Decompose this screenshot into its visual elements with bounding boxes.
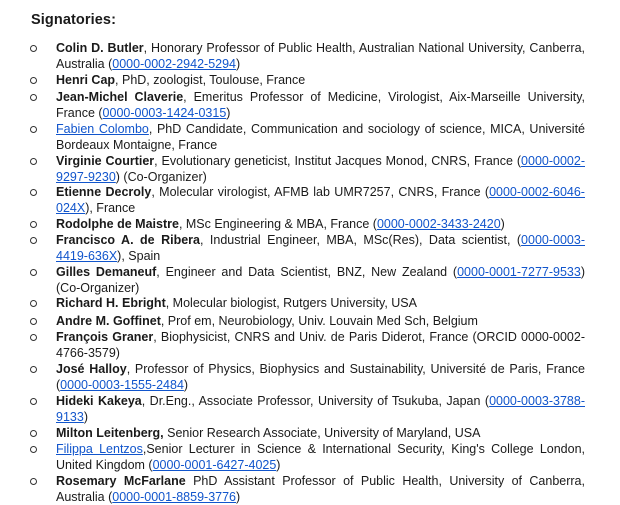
bullet-icon: [30, 300, 37, 307]
bullet-icon: [30, 45, 37, 52]
signatory-name-link[interactable]: Filippa Lentzos: [56, 442, 143, 456]
signatory-details: , Molecular virologist, AFMB lab UMR7257, CNRS, France (: [151, 185, 490, 199]
signatory-name: Francisco A. de Ribera: [56, 233, 200, 247]
bullet-icon: [30, 318, 37, 325]
signatory-name: José Halloy: [56, 362, 127, 376]
signatory-name: Etienne Decroly: [56, 185, 152, 199]
signatory-details: , Engineer and Data Scientist, BNZ, New Zealand (: [156, 265, 458, 279]
signatory-tail: ), Spain: [117, 248, 161, 263]
signatory-name: Rosemary McFarlane: [56, 474, 186, 488]
signatory-name: Gilles Demaneuf: [56, 265, 157, 279]
signatory-name: Rodolphe de Maistre: [56, 217, 179, 231]
signatory-details: , Dr.Eng., Associate Professor, University of Tsukuba, Japan (: [141, 394, 490, 408]
signatory-details: , Molecular biologist, Rutgers University, USA: [165, 296, 417, 310]
orcid-link[interactable]: 0000-0001-8859-3776: [112, 489, 236, 504]
bullet-icon: [30, 334, 37, 341]
signatory-details: , Evolutionary geneticist, Institut Jacques Monod, CNRS, France (: [154, 154, 522, 168]
signatory-name: François Graner: [56, 330, 154, 344]
signatory-name: Virginie Courtier: [56, 154, 155, 168]
signatory-details: , PhD, zoologist, Toulouse, France: [115, 73, 306, 87]
signatory-tail: ): [276, 457, 281, 472]
signatory-details: , Biophysicist, CNRS and Univ. de Paris Diderot, France (ORCID 0000-0002-4766-3579): [56, 330, 585, 360]
signatory-tail: ) (Co-Organizer): [115, 169, 207, 184]
orcid-link[interactable]: 0000-0002-9297-9230: [56, 154, 585, 184]
bullet-icon: [30, 221, 37, 228]
bullet-icon: [30, 398, 37, 405]
bullet-icon: [30, 366, 37, 373]
signatory-name: Andre M. Goffinet: [56, 314, 161, 328]
signatory-details: , Honorary Professor of Public Health, Australian National University, Canberra, Australia (: [56, 41, 585, 71]
signatory-tail: ): [236, 56, 241, 71]
signatory-name: Milton Leitenberg,: [56, 426, 164, 440]
signatories-heading: Signatories:: [31, 12, 116, 28]
signatory-details: , MSc Engineering & MBA, France (: [178, 217, 377, 231]
signatory-tail: ): [83, 409, 88, 424]
signatory-tail: ) (Co-Organizer): [56, 265, 585, 295]
bullet-icon: [30, 94, 37, 101]
signatory-name: Jean-Michel Claverie: [56, 90, 184, 104]
bullet-icon: [30, 77, 37, 84]
signatory-details: ,Senior Lecturer in Science & International Security, King's College London, United Kingdom (: [56, 442, 585, 472]
signatory-name: Colin D. Butler: [56, 41, 144, 55]
signatory-tail: ): [226, 105, 231, 120]
signatory-details: , Prof em, Neurobiology, Univ. Louvain Med Sch, Belgium: [160, 314, 478, 328]
signatory-tail: ): [236, 489, 241, 504]
orcid-link[interactable]: 0000-0002-2942-5294: [112, 56, 236, 71]
orcid-link[interactable]: 0000-0003-4419-636X: [56, 233, 585, 263]
signatory-tail: ): [500, 217, 505, 231]
signatory-details: , PhD Candidate, Communication and sociology of science, MICA, Université Bordeaux Montaigne, France: [56, 122, 585, 152]
orcid-link[interactable]: 0000-0003-1424-0315: [102, 105, 227, 120]
signatory-details: Senior Research Associate, University of Maryland, USA: [163, 426, 481, 440]
orcid-link[interactable]: 0000-0001-6427-4025: [152, 457, 277, 472]
bullet-icon: [30, 269, 37, 276]
orcid-link[interactable]: 0000-0003-1555-2484: [60, 377, 184, 392]
signatory-details: PhD Assistant Professor of Public Health, University of Canberra, Australia (: [56, 474, 585, 504]
signatory-name: Hideki Kakeya: [56, 394, 142, 408]
signatory-tail: ), France: [85, 200, 136, 215]
bullet-icon: [30, 478, 37, 485]
bullet-icon: [30, 446, 37, 453]
signatory-tail: ): [183, 377, 189, 392]
orcid-link[interactable]: 0000-0002-3433-2420: [376, 217, 501, 231]
signatory-details: , Industrial Engineer, MBA, MSc(Res), Data scientist, (: [199, 233, 522, 247]
bullet-icon: [30, 237, 37, 244]
signatory-details: , Emeritus Professor of Medicine, Virologist, Aix-Marseille University, France (: [56, 90, 585, 120]
signatory-name-link[interactable]: Fabien Colombo: [56, 122, 149, 136]
bullet-icon: [30, 158, 37, 165]
orcid-link[interactable]: 0000-0003-3788-9133: [56, 394, 585, 424]
bullet-icon: [30, 430, 37, 437]
orcid-link[interactable]: 0000-0001-7277-9533: [457, 265, 581, 279]
signatory-name: Henri Cap: [56, 73, 116, 87]
bullet-icon: [30, 126, 37, 133]
signatory-name: Richard H. Ebright: [56, 296, 166, 310]
bullet-icon: [30, 189, 37, 196]
signatory-details: , Professor of Physics, Biophysics and Sustainability, Université de Paris, France (: [56, 362, 585, 392]
orcid-link[interactable]: 0000-0002-6046-024X: [56, 185, 585, 215]
